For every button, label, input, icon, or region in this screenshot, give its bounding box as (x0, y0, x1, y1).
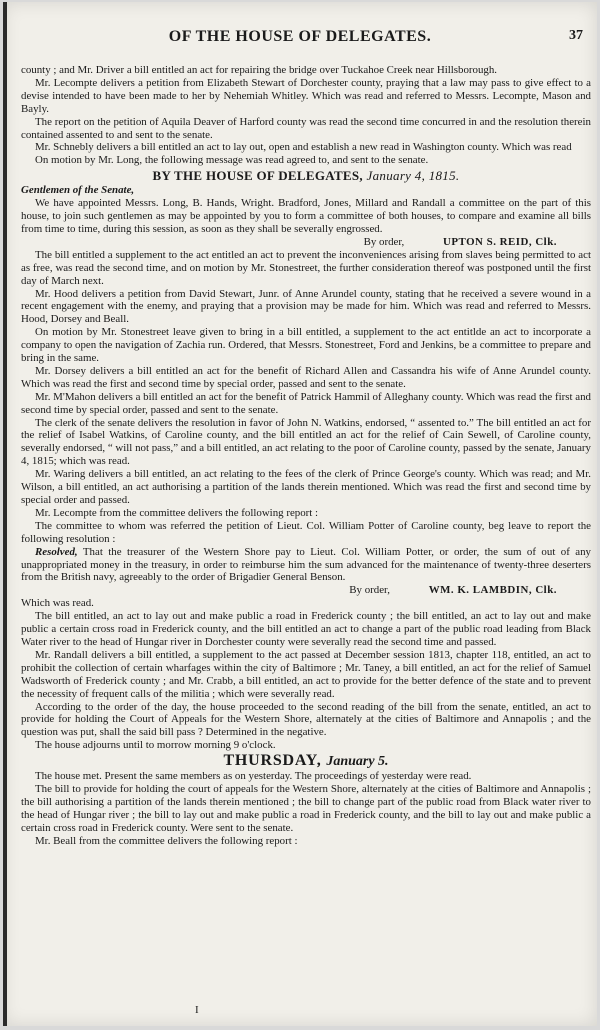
paragraph: Mr. Dorsey delivers a bill entitled an act for the benefit of Richard Allen and Cassandra his wife of Anne Arundel county. Which was read the first and second time by special order, passed and sent to the senate. (21, 364, 591, 390)
paragraph: county ; and Mr. Driver a bill entitled an act for repairing the bridge over Tuckahoe Creek near Hillsborough. (21, 64, 498, 76)
day-name: THURSDAY, (223, 752, 322, 770)
running-title: OF THE HOUSE OF DELEGATES. (168, 28, 432, 45)
paragraph: Mr. M'Mahon delivers a bill entitled an act for the benefit of Patrick Hammil of Alleghany county. Which was read the first and second time by special order, passed and sent to the senate. (21, 390, 591, 416)
paragraph: Mr. Beall from the committee delivers the following report : (35, 834, 298, 847)
resolution (21, 546, 591, 585)
signature-name: UPTON S. REID, Clk. (443, 235, 557, 248)
page-gutter (3, 2, 7, 1026)
signature-block (21, 584, 591, 597)
paragraph: The report on the petition of Aquila Deaver of Harford county was read the second time concurred in and the resolution therein contained assented to and sent to the senate. (21, 115, 591, 141)
footer-mark: I (195, 1004, 199, 1016)
paragraph: The clerk of the senate delivers the resolution in favor of John N. Watkins, endorsed, “ assented to.” The bill entitled an act for the relief of Isabel Watkins, of Caroline county, and the bill entitled an act for the relief of Cain Sewell, of Caroline county, severally endorsed, “ will not pass,” and a bill entitled, an act relating to the poor of Caroline county, passed by the senate, January 4, 1815; which was read. (21, 416, 591, 468)
paragraph: According to the order of the day, the house proceeded to the second reading of the bill from the senate, entitled, an act to provide for holding the Court of Appeals for the Western Shore, alternately at the cities of Baltimore and Annapolis ; and the question was put, shall the said bill pass ? Determined in the negative. (21, 700, 591, 739)
message-heading (21, 168, 591, 183)
paragraph: Mr. Hood delivers a petition from David Stewart, Junr. of Anne Arundel county, stating that he received a severe wound in a recent engagement with the enemy, and praying that a provision may be made for him. Which was read and referred to Messrs. Hood, Dorsey and Beall. (21, 287, 591, 326)
paragraph: The house met. Present the same members as on yesterday. The proceedings of yesterday were read. (35, 770, 472, 783)
resolved-label: Resolved, (35, 545, 78, 558)
signature-name: WM. K. LAMBDIN, Clk. (428, 584, 557, 597)
salutation: Gentlemen of the Senate, (21, 184, 135, 197)
signature-order: By order, (363, 235, 405, 248)
paragraph: Mr. Schnebly delivers a bill entitled an act to lay out, open and establish a new read in Washington county. Which was read (35, 141, 572, 154)
paragraph: On motion by Mr. Long, the following message was read agreed to, and sent to the senate. (35, 154, 429, 167)
page-number: 37 (569, 28, 583, 43)
paragraph: On motion by Mr. Stonestreet leave given to bring in a bill entitled, a supplement to the act entitlde an act to incorporate a company to open the navigation of Zachia run. Ordered, that Messrs. Stonestreet, Ford and Jenkins, be a committee to prepare and bring in the same. (21, 326, 591, 365)
paragraph: Mr. Randall delivers a bill entitled, a supplement to the act passed at December session 1813, chapter 118, entitled, an act to prohibit the collection of certain wharfages within the city of Baltimore ; Mr. Taney, a bill entitled, an act for the relief of Samuel Wadsworth of Frederick county ; and Mr. Crabb, a bill entitled, an act to provide for the better defence of the state and to prevent the necessity of frequent calls of the militia ; which were severally read. (21, 648, 591, 700)
paragraph: The house adjourns until to morrow morning 9 o'clock. (35, 739, 276, 752)
message-date: January 4, 1815. (366, 168, 460, 184)
message-heading-text: BY THE HOUSE OF DELEGATES, (152, 168, 363, 184)
paragraph: Mr. Lecompte delivers a petition from Elizabeth Stewart of Dorchester county, praying that a law may pass to give effect to a devise intended to have been made to her by Nehemiah Whitley. Which was read and referred to Messrs. Lecompte, Mason and Bayly. (21, 76, 591, 115)
day-date: January 5. (326, 754, 389, 770)
paragraph: Mr. Waring delivers a bill entitled, an act relating to the fees of the clerk of Prince George's county. Which was read; and Mr. Wilson, a bill entitled, an act authorising a partition of the lands therein mentioned. Which was read the first and second time by special order and passed. (21, 468, 591, 506)
paragraph: Which was read. (21, 597, 94, 610)
day-heading (21, 753, 591, 769)
paragraph: The bill entitled a supplement to the act entitled an act to prevent the inconveniences arising from slaves being permitted to act as free, was read the second time, and on motion by Mr. Stonestreet, the further consideration thereof was postponed until the first day of March next. (21, 248, 591, 287)
paragraph: The bill entitled, an act to lay out and make public a road in Frederick county ; the bill entitled, an act to lay out and make public a certain cross road in Frederick county, and the bill entitled an act to change a part of the public road leading from Black Water river to the head of Hungar river in Dorchester county were severally read the second time and passed. (21, 610, 591, 648)
signature-order: By order, (349, 584, 390, 597)
resolution-text: That the treasurer of the Western Shore pay to Lieut. Col. William Potter, or order, the sum of out of any unappropriated money in the treasury, in order to reimburse him the sum advanced for the maintenance of twenty-three deserters from the British navy, agreeably to the order of Brigadier General Benson. (21, 545, 591, 584)
journal-text (21, 64, 591, 848)
paragraph: The committee to whom was referred the petition of Lieut. Col. William Potter of Caroline county, beg leave to report the following resolution : (21, 519, 591, 545)
paragraph: The bill to provide for holding the court of appeals for the Western Shore, alternately at the cities of Baltimore and Annapolis ; the bill authorising a partition of the lands therein mentioned ; the bill to change part of the public road from Black water river to the head of Hungar river ; the bill to lay out and make public a road in Frederick county, and the bill to lay out and make public a certain cross road in Frederick county. Were sent to the senate. (21, 783, 591, 834)
paragraph: Mr. Lecompte from the committee delivers the following report : (35, 506, 319, 519)
day-heading-text (223, 752, 388, 769)
page-header (3, 28, 597, 50)
paragraph: We have appointed Messrs. Long, B. Hands, Wright. Bradford, Jones, Millard and Randall a committee on the part of this house, to join such gentlemen as may be appointed by you to form a committee of both houses, to compare and examine all bills from time to time, during this session, as soon as they shall be severally engrossed. (21, 197, 591, 235)
signature-block (21, 236, 591, 249)
document-page (3, 2, 597, 1026)
